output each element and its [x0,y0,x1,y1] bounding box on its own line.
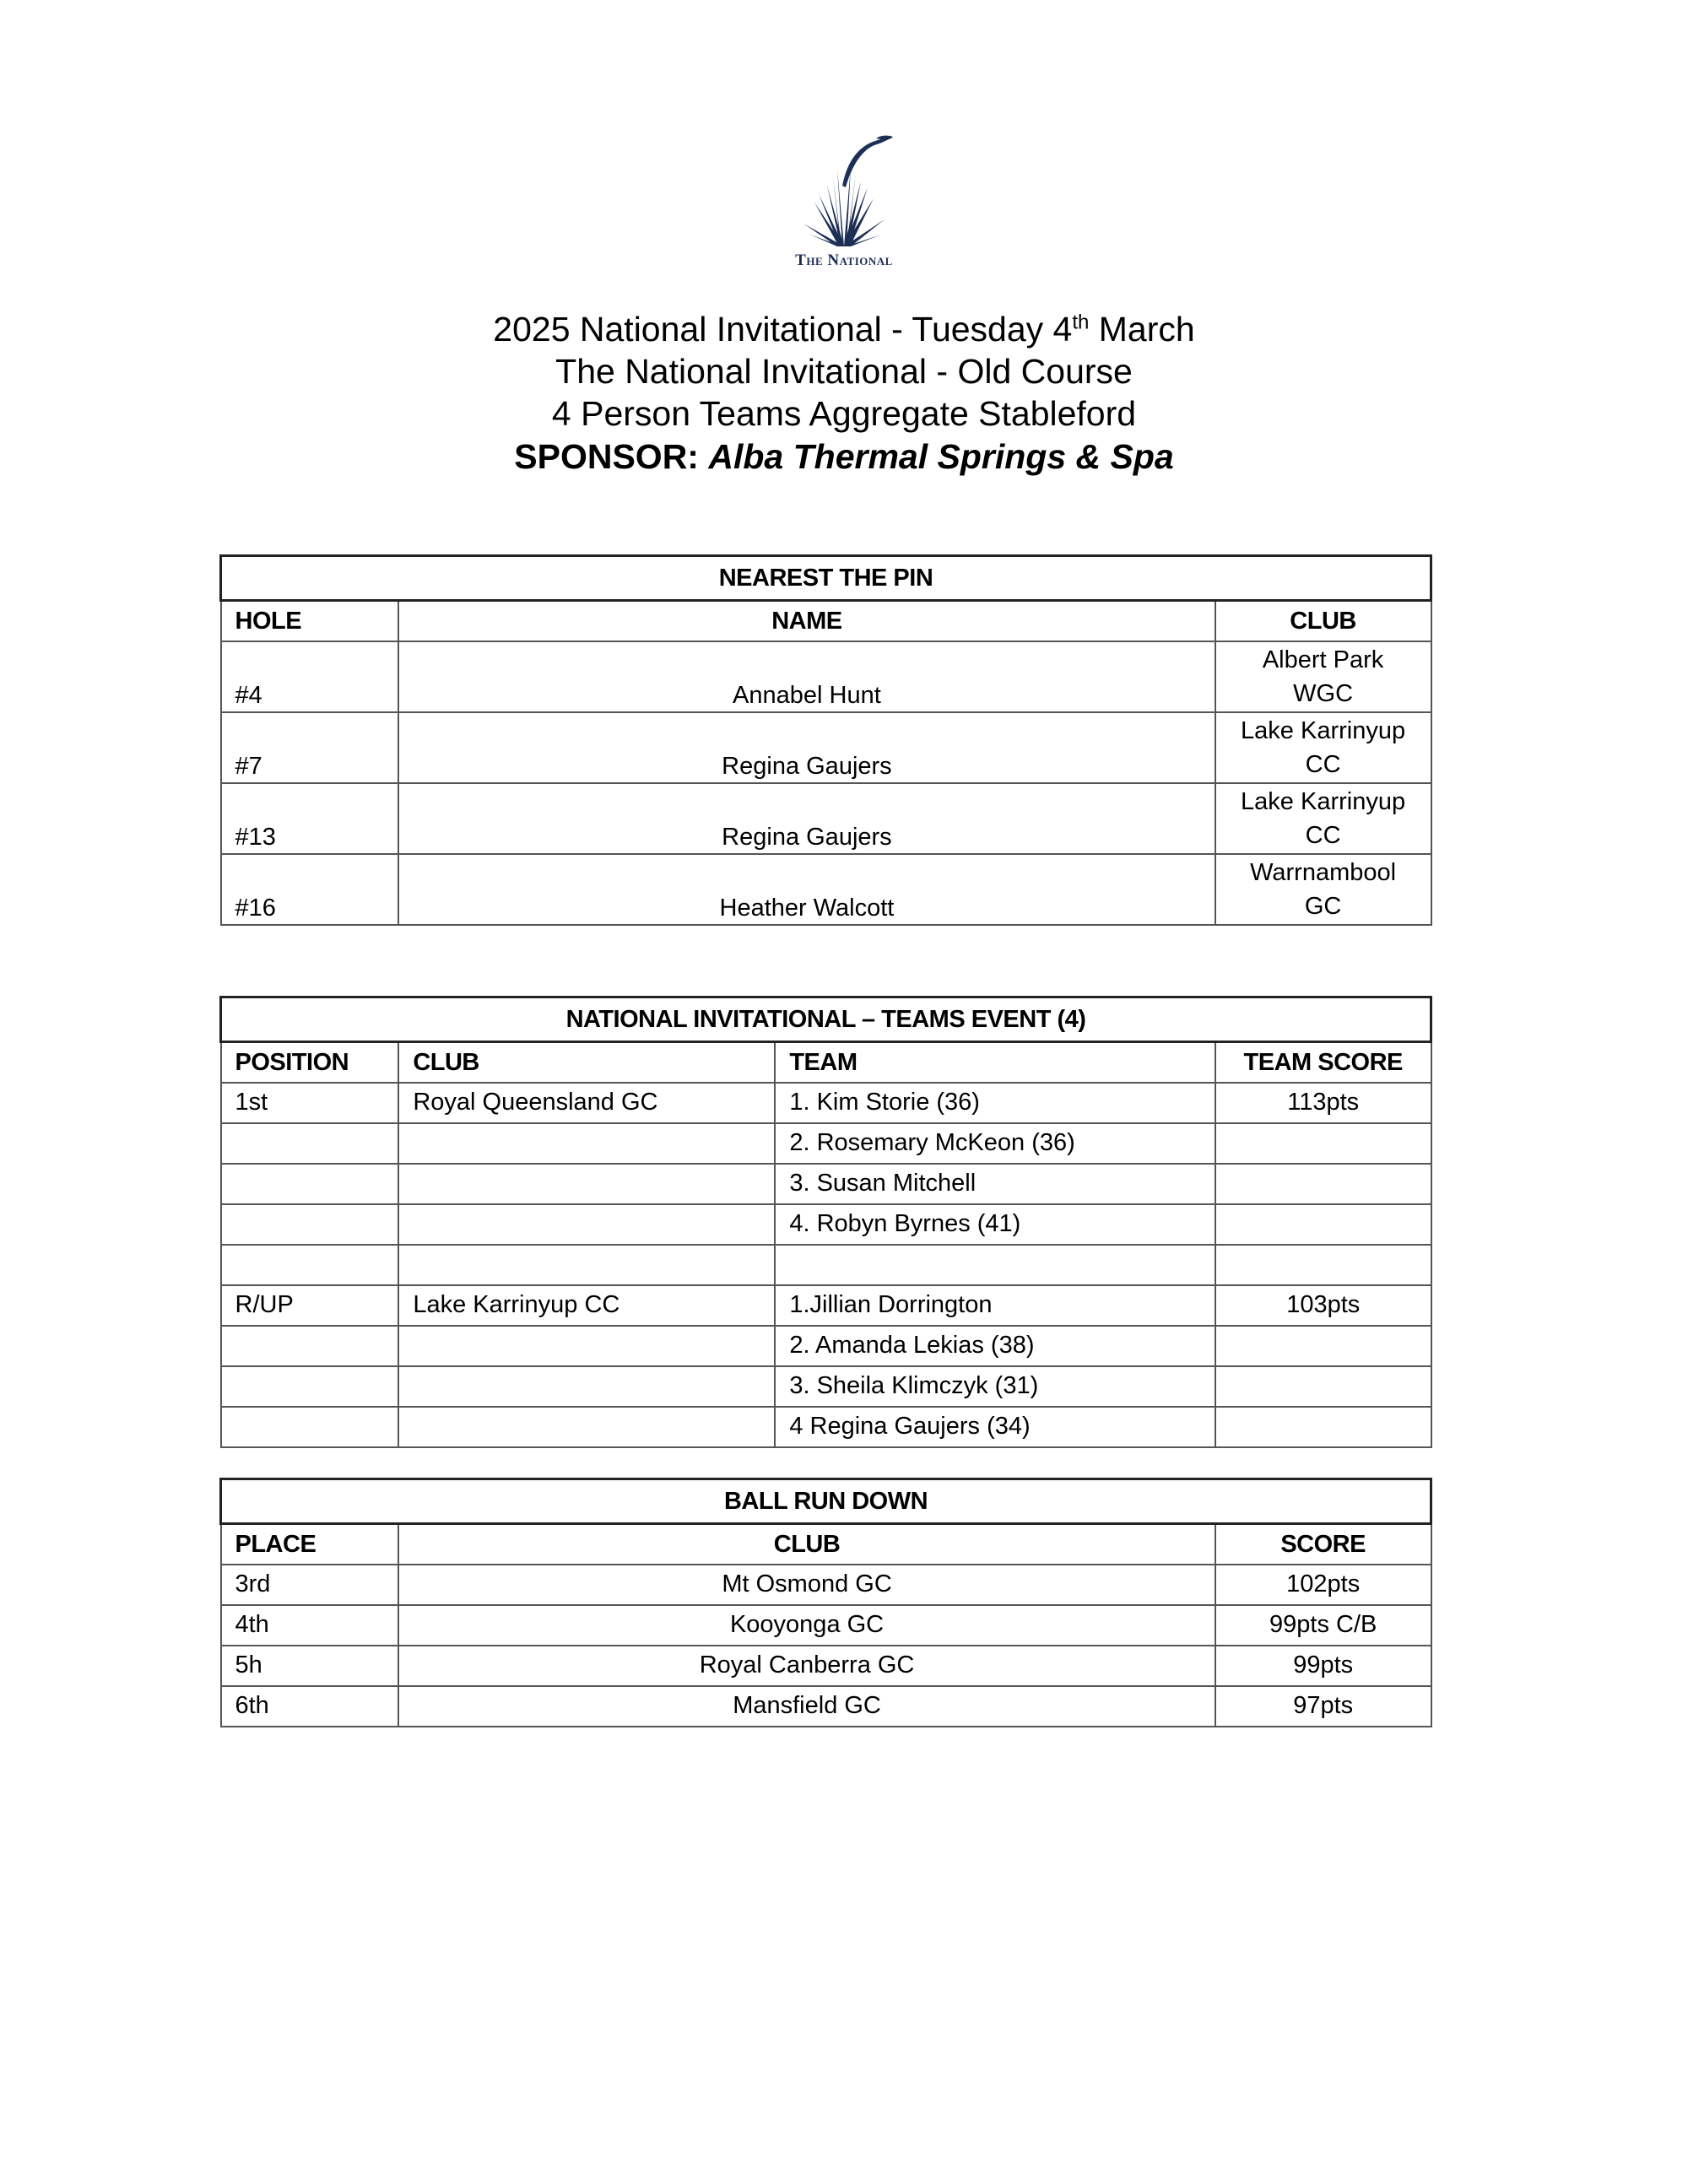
table-row [221,783,1431,854]
position-cell: 1st [221,1083,399,1123]
team-score-cell [1215,1407,1431,1447]
course-title: The National Invitational - Old Course [555,352,1133,391]
place-cell: 5h [221,1646,399,1686]
table-row [221,1366,1431,1407]
table-row [221,1646,1431,1686]
team-score-cell: 113pts [1215,1083,1431,1123]
club-cell: Lake Karrinyup CC [1215,783,1431,854]
club-cell [398,1204,775,1245]
place-cell: 4th [221,1605,399,1646]
club-cell: Mt Osmond GC [398,1565,1215,1605]
document-heading [0,308,1688,478]
club-cell [398,1164,775,1204]
team-score-cell [1215,1245,1431,1285]
team-member-cell: 2. Rosemary McKeon (36) [775,1123,1215,1164]
logo-wordmark: The National [795,251,893,269]
table-row [221,1123,1431,1164]
table-row [221,1565,1431,1605]
column-header: NAME [398,601,1215,642]
nearest-the-pin-table [219,554,1432,926]
position-cell [221,1245,399,1285]
club-cell: Lake Karrinyup CC [1215,712,1431,783]
table-row [221,854,1431,925]
table-row [221,1204,1431,1245]
table-row [221,1285,1431,1326]
team-member-cell: 1.Jillian Dorrington [775,1285,1215,1326]
table-row [221,1605,1431,1646]
position-cell [221,1204,399,1245]
club-cell [398,1123,775,1164]
column-header: CLUB [1215,601,1431,642]
teams-event-table [219,996,1432,1448]
place-cell: 3rd [221,1565,399,1605]
team-member-cell: 4. Robyn Byrnes (41) [775,1204,1215,1245]
event-title: 2025 National Invitational - Tuesday 4th March [493,310,1195,349]
club-cell: Royal Canberra GC [398,1646,1215,1686]
column-header: TEAM [775,1042,1215,1084]
table-row [221,1686,1431,1727]
position-cell [221,1164,399,1204]
table-title: NEAREST THE PIN [221,556,1431,601]
position-cell [221,1326,399,1366]
grass-bird-logo-icon [793,135,895,249]
column-header: SCORE [1215,1524,1431,1565]
column-header: HOLE [221,601,399,642]
column-header: TEAM SCORE [1215,1042,1431,1084]
team-score-cell [1215,1326,1431,1366]
club-cell: Kooyonga GC [398,1605,1215,1646]
position-cell [221,1407,399,1447]
column-header: CLUB [398,1042,775,1084]
column-header: POSITION [221,1042,399,1084]
club-logo [760,135,928,270]
name-cell: Heather Walcott [398,854,1215,925]
table-row [221,1407,1431,1447]
hole-cell: #13 [221,783,399,854]
position-cell: R/UP [221,1285,399,1326]
hole-cell: #4 [221,641,399,712]
club-cell: Mansfield GC [398,1686,1215,1727]
table-title: NATIONAL INVITATIONAL – TEAMS EVENT (4) [221,997,1431,1042]
team-score-cell [1215,1123,1431,1164]
team-member-cell: 1. Kim Storie (36) [775,1083,1215,1123]
position-cell [221,1366,399,1407]
column-header: PLACE [221,1524,399,1565]
ball-run-down-table [219,1478,1432,1727]
club-cell: Royal Queensland GC [398,1083,775,1123]
team-member-cell: 2. Amanda Lekias (38) [775,1326,1215,1366]
table-row [221,1326,1431,1366]
table-title: BALL RUN DOWN [221,1479,1431,1524]
score-cell: 102pts [1215,1565,1431,1605]
score-cell: 97pts [1215,1686,1431,1727]
hole-cell: #7 [221,712,399,783]
team-member-cell: 3. Susan Mitchell [775,1164,1215,1204]
format-title: 4 Person Teams Aggregate Stableford [551,394,1137,433]
club-cell [398,1407,775,1447]
table-row [221,641,1431,712]
club-cell: Lake Karrinyup CC [398,1285,775,1326]
team-score-cell [1215,1366,1431,1407]
place-cell: 6th [221,1686,399,1727]
table-row [221,1164,1431,1204]
name-cell: Regina Gaujers [398,712,1215,783]
name-cell: Annabel Hunt [398,641,1215,712]
team-member-cell: 4 Regina Gaujers (34) [775,1407,1215,1447]
team-score-cell [1215,1164,1431,1204]
team-member-cell [775,1245,1215,1285]
name-cell: Regina Gaujers [398,783,1215,854]
position-cell [221,1123,399,1164]
club-cell: Warrnambool GC [1215,854,1431,925]
club-cell [398,1245,775,1285]
club-cell [398,1366,775,1407]
club-cell [398,1326,775,1366]
score-cell: 99pts [1215,1646,1431,1686]
table-row [221,1083,1431,1123]
sponsor-line: SPONSOR: Alba Thermal Springs & Spa [514,437,1174,476]
score-cell: 99pts C/B [1215,1605,1431,1646]
hole-cell: #16 [221,854,399,925]
table-row [221,712,1431,783]
club-cell: Albert Park WGC [1215,641,1431,712]
table-row [221,1245,1431,1285]
team-score-cell: 103pts [1215,1285,1431,1326]
column-header: CLUB [398,1524,1215,1565]
team-score-cell [1215,1204,1431,1245]
team-member-cell: 3. Sheila Klimczyk (31) [775,1366,1215,1407]
